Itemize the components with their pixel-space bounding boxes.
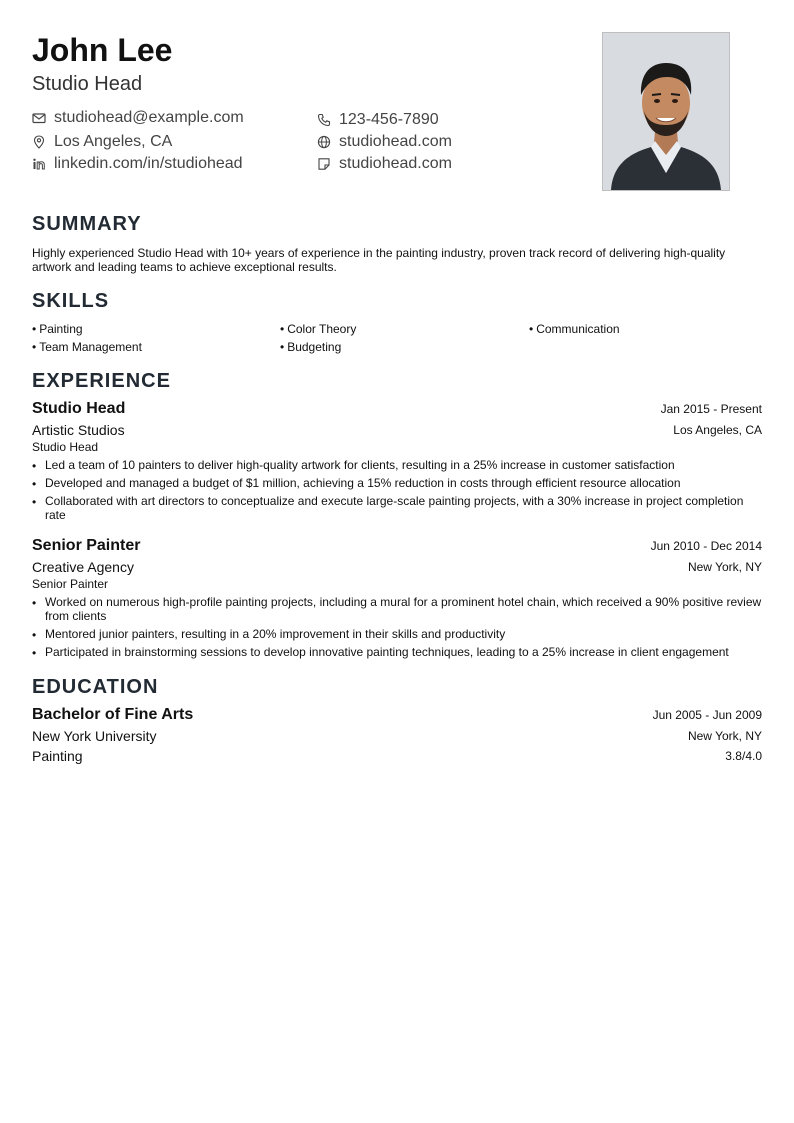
contact-phone[interactable] (317, 110, 439, 130)
profile-photo (602, 32, 730, 191)
company-name: Artistic Studios (32, 422, 125, 438)
job-location: New York, NY (687, 560, 762, 574)
summary-section (32, 212, 762, 274)
contact-email[interactable] (32, 108, 244, 128)
phone-icon (317, 113, 331, 127)
job-entry (32, 399, 762, 522)
job-entry (32, 536, 762, 659)
job-bullets (32, 595, 762, 659)
school-location: New York, NY (687, 729, 762, 743)
list-item: • Worked on numerous high-profile painting projects, including a mural for a prominent hotel chain, which received a 90% positive review from clients (32, 595, 762, 623)
job-dates: Jan 2015 - Present (660, 402, 762, 416)
skill-item: • Color Theory (280, 322, 357, 336)
job-dates: Jun 2010 - Dec 2014 (650, 539, 762, 553)
resume-header (32, 28, 762, 196)
email-text: studiohead@example.com (54, 109, 244, 126)
list-item: • Collaborated with art directors to conceptualize and execute large-scale painting projects, with a 30% increase in project completion rate (32, 494, 744, 522)
location-pin-icon (32, 135, 46, 149)
degree-name: Bachelor of Fine Arts (32, 706, 194, 723)
education-heading: EDUCATION (32, 676, 159, 698)
skill-item: • Budgeting (280, 340, 342, 354)
candidate-title: Studio Head (32, 73, 143, 95)
linkedin-icon (32, 157, 46, 171)
job-bullets (32, 458, 762, 522)
resume-page (32, 28, 762, 766)
job-role: Senior Painter (32, 577, 109, 591)
company-name: Creative Agency (32, 559, 134, 575)
skill-item: • Communication (529, 322, 620, 336)
list-item: • Led a team of 10 painters to deliver high-quality artwork for clients, resulting in a 25% increase in customer satisfaction (32, 458, 675, 473)
portfolio-icon (317, 157, 331, 171)
experience-heading: EXPERIENCE (32, 370, 171, 392)
gpa: 3.8/4.0 (725, 749, 762, 763)
skills-list (32, 322, 762, 360)
mail-icon (32, 111, 46, 125)
summary-heading: SUMMARY (32, 213, 142, 235)
skills-section (32, 289, 762, 360)
website-text: studiohead.com (339, 133, 452, 150)
field-of-study: Painting (32, 748, 83, 764)
phone-text: 123-456-7890 (339, 111, 439, 128)
job-title: Studio Head (32, 400, 126, 417)
school-name: New York University (32, 728, 157, 744)
education-dates: Jun 2005 - Jun 2009 (652, 708, 762, 722)
linkedin-text: linkedin.com/in/studiohead (54, 155, 243, 172)
list-item: • Participated in brainstorming sessions to develop innovative painting techniques, leading to a 25% increase in client engagement (32, 645, 729, 660)
portfolio-text: studiohead.com (339, 155, 452, 172)
list-item: • Developed and managed a budget of $1 million, achieving a 15% reduction in costs through efficient resource allocation (32, 476, 681, 491)
job-title: Senior Painter (32, 537, 141, 554)
contact-location (32, 132, 172, 152)
contact-portfolio[interactable] (317, 154, 452, 174)
location-text: Los Angeles, CA (54, 133, 173, 150)
experience-section (32, 369, 762, 659)
contact-linkedin[interactable] (32, 154, 243, 174)
skills-heading: SKILLS (32, 290, 110, 312)
skill-item: • Team Management (32, 340, 142, 354)
summary-text: Highly experienced Studio Head with 10+ years of experience in the painting industry, proven track record of delivering high-quality artwork and leading teams to achieve exceptional results. (32, 246, 726, 274)
list-item: • Mentored junior painters, resulting in a 20% improvement in their skills and productivity (32, 627, 506, 642)
job-role: Studio Head (32, 440, 99, 454)
education-section (32, 675, 762, 766)
contact-website[interactable] (317, 132, 452, 152)
skill-item: • Painting (32, 322, 83, 336)
candidate-name: John Lee (32, 32, 173, 68)
job-location: Los Angeles, CA (673, 423, 762, 437)
globe-icon (317, 135, 331, 149)
